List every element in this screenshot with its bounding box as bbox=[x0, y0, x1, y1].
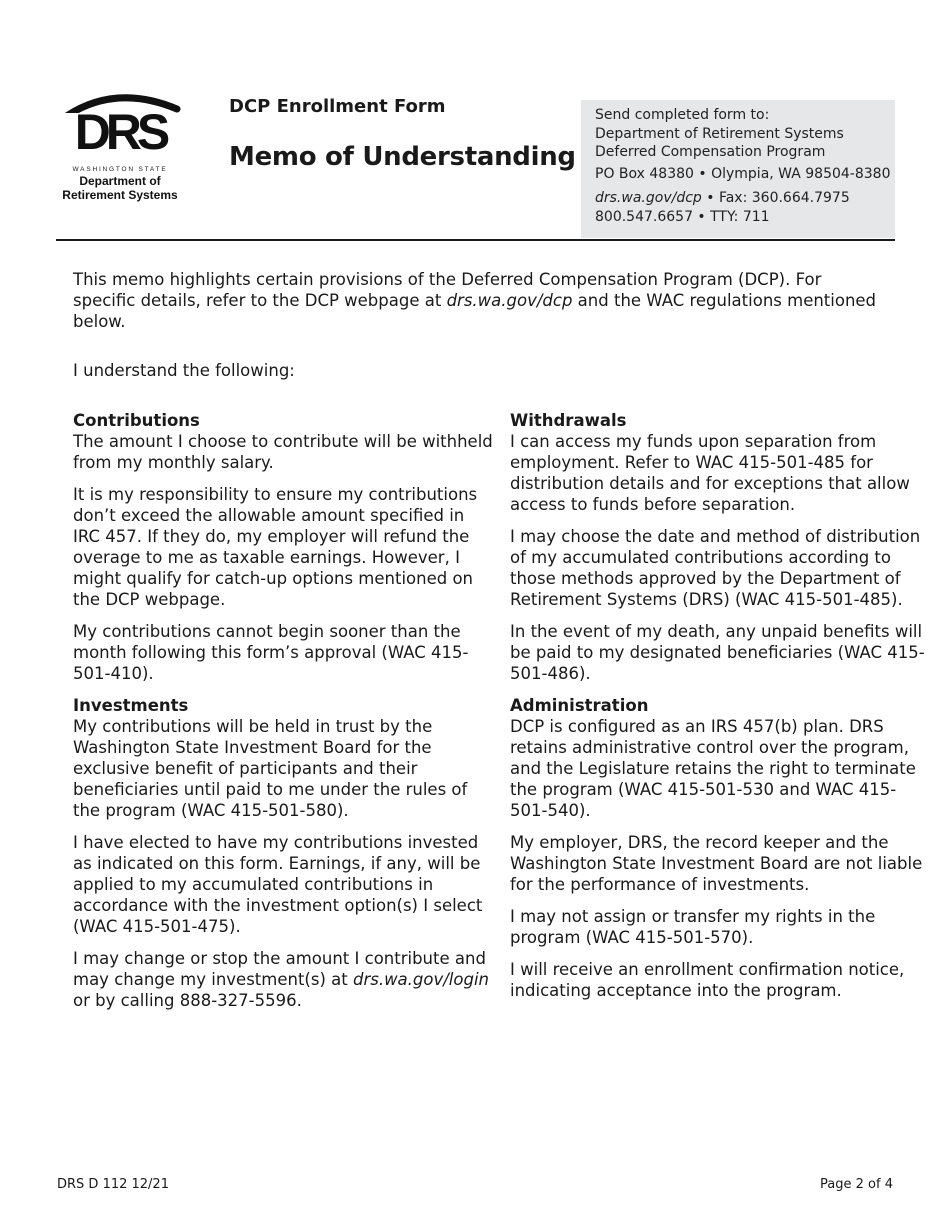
contributions-p2: It is my responsibility to ensure my contributions don’t exceed the allowable amount specified in IRC 457. If they do, my employer will refund the overage to me as taxable earnings. However, I might qualify for catch-up options mentioned on the DCP webpage. bbox=[73, 485, 478, 609]
address-line4: PO Box 48380 • Olympia, WA 98504-8380 bbox=[595, 165, 891, 182]
form-code: DRS D 112 12/21 bbox=[57, 1177, 169, 1192]
mailing-address-box bbox=[581, 100, 895, 238]
contact-phone: 800.547.6657 • TTY: 711 bbox=[595, 208, 770, 225]
administration-heading: Administration bbox=[510, 696, 649, 715]
administration-section bbox=[510, 695, 930, 1001]
investments-heading: Investments bbox=[73, 696, 189, 715]
administration-p3: I may not assign or transfer my rights in the program (WAC 415-501-570). bbox=[510, 907, 876, 947]
login-link[interactable]: drs.wa.gov/login bbox=[352, 970, 490, 989]
right-column bbox=[510, 410, 930, 1012]
intro-text-after: and the WAC regulations mentioned below. bbox=[73, 291, 877, 331]
contributions-heading: Contributions bbox=[73, 411, 200, 430]
contributions-p3: My contributions cannot begin sooner than the month following this form’s approval (WAC 415-501-410). bbox=[73, 622, 469, 683]
intro-paragraph bbox=[73, 269, 883, 332]
intro-text-before: This memo highlights certain provisions of the Deferred Compensation Program (DCP). For specific details, refer to the DCP webpage at bbox=[73, 270, 822, 310]
logo-state: WASHINGTON STATE bbox=[72, 166, 168, 173]
investments-p1: My contributions will be held in trust by the Washington State Investment Board for the exclusive benefit of participants and their beneficiaries until paid to me under the rules of the program (WAC 415-501-580). bbox=[73, 717, 468, 820]
withdrawals-heading: Withdrawals bbox=[510, 411, 627, 430]
drs-logo bbox=[55, 93, 185, 205]
address-line1: Send completed form to: bbox=[595, 107, 770, 123]
left-column bbox=[73, 410, 493, 1022]
administration-p4: I will receive an enrollment confirmation notice, indicating acceptance into the program. bbox=[510, 960, 905, 1000]
address-line2: Department of Retirement Systems bbox=[595, 125, 844, 142]
logo-name-line2: Retirement Systems bbox=[62, 187, 178, 202]
administration-p2: My employer, DRS, the record keeper and the Washington State Investment Board are not liable for the performance of investments. bbox=[510, 833, 923, 894]
fax-number: • Fax: 360.664.7975 bbox=[701, 190, 850, 206]
withdrawals-p3: In the event of my death, any unpaid benefits will be paid to my designated beneficiaries (WAC 415-501-486). bbox=[510, 622, 925, 683]
investments-p3-after: or by calling 888-327-5596. bbox=[73, 991, 302, 1010]
investments-p2: I have elected to have my contributions invested as indicated on this form. Earnings, if any, will be applied to my accumulated contributions in accordance with the investment option(s) I select (WAC 415-501-475). bbox=[73, 833, 483, 936]
investments-p3 bbox=[73, 948, 493, 1011]
address-line3: Deferred Compensation Program bbox=[595, 144, 826, 160]
page-number: Page 2 of 4 bbox=[820, 1177, 893, 1192]
withdrawals-section bbox=[510, 410, 930, 684]
withdrawals-p1: I can access my funds upon separation from employment. Refer to WAC 415-501-485 for distribution details and for exceptions that allow access to funds before separation. bbox=[510, 432, 910, 514]
page-title: Memo of Understanding bbox=[229, 142, 576, 172]
contributions-section bbox=[73, 410, 493, 684]
logo-name-line1: Department of bbox=[79, 174, 161, 188]
contact-web-fax bbox=[595, 189, 895, 208]
website-link[interactable]: drs.wa.gov/dcp bbox=[595, 190, 702, 206]
intro-link[interactable]: drs.wa.gov/dcp bbox=[446, 291, 573, 310]
contributions-p1: The amount I choose to contribute will be withheld from my monthly salary. bbox=[73, 432, 493, 472]
form-label: DCP Enrollment Form bbox=[229, 96, 446, 117]
withdrawals-p2: I may choose the date and method of distribution of my accumulated contributions according to those methods approved by the Department of Retirement Systems (DRS) (WAC 415-501-485). bbox=[510, 527, 921, 609]
understand-statement: I understand the following: bbox=[73, 361, 295, 380]
logo-abbr: DRS bbox=[74, 104, 166, 160]
logo-name bbox=[55, 175, 185, 202]
header-divider bbox=[56, 239, 895, 241]
investments-section bbox=[73, 695, 493, 1011]
investments-p3-before: I may change or stop the amount I contribute and may change my investment(s) at bbox=[73, 949, 486, 989]
administration-p1: DCP is configured as an IRS 457(b) plan. DRS retains administrative control over the program, and the Legislature retains the right to terminate the program (WAC 415-501-530 and WAC 415-501-540). bbox=[510, 717, 916, 820]
